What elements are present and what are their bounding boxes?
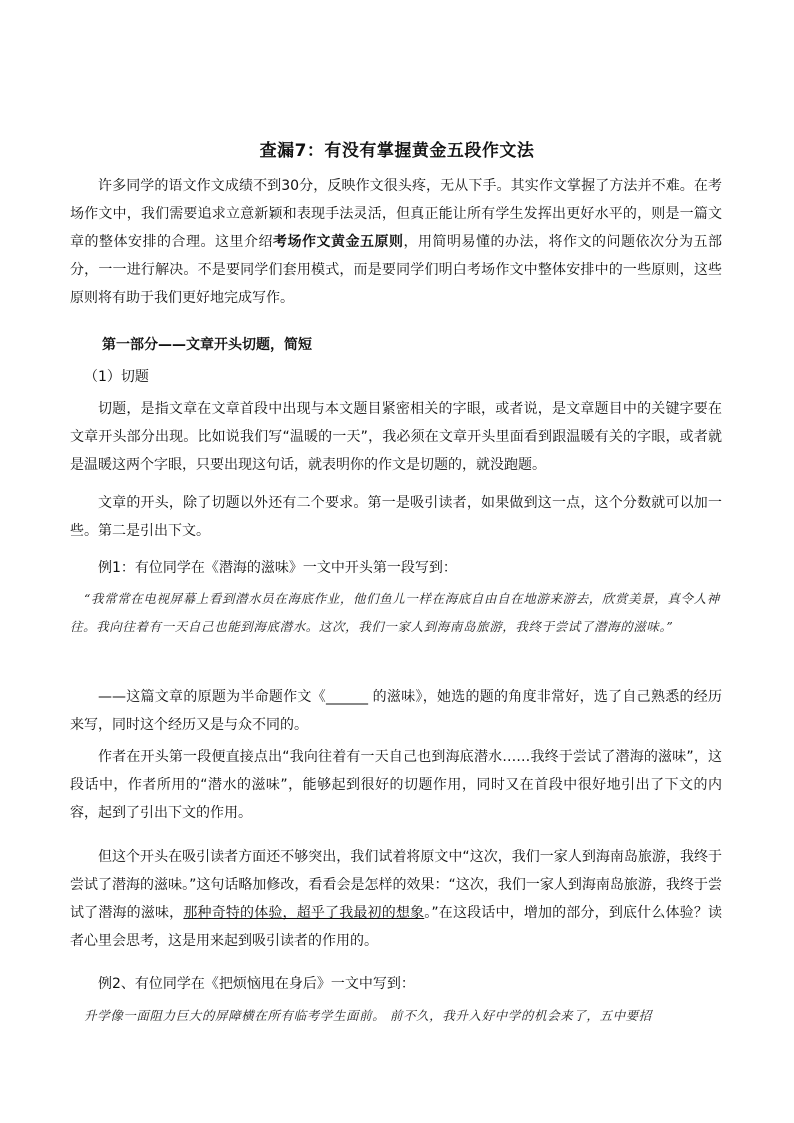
para-zuozhe: 作者在开头第一段便直接点出“我向往着有一天自己也到海底潜水……我终于尝试了潜海的滋味”，这段话中，作者所用的“潜水的滋味”，能够起到很好的切题作用，同时又在首段中很好地引出了下文的内容，起到了引出下文的作用。 xyxy=(70,749,722,821)
intro-bold-term: 考场作文黄金五原则 xyxy=(273,234,404,250)
para-dan-underline: 那种奇特的体验，超乎了我最初的想象 xyxy=(183,905,425,921)
sub1-heading: （1）切题 xyxy=(84,369,149,385)
example2-intro: 例2、有位同学在《把烦恼甩在身后》一文中写到： xyxy=(98,976,415,992)
para-yuanti: ——这篇文章的原题为半命题作文《______ 的滋味》，她选的题的角度非常好，选了自己熟悉的经历来写，同时这个经历又是与众不同的。 xyxy=(70,689,722,733)
intro-paragraph xyxy=(70,172,722,312)
page-title: 查漏7：有没有掌握黄金五段作文法 xyxy=(259,141,535,161)
para-dan-text-2: 。”在这段话中，增加的部分，到底什么体验？读者心里会思考，这是用来起到吸引读者的作用的。 xyxy=(70,905,723,949)
intro-text-2: ，用简明易懂的办法，将作文的问题依次分为五部分，一一进行解决。不是要同学们套用模式，而是要同学们明白考场作文中整体安排中的一些原则，这些原则将有助于我们更好地完成写作。 xyxy=(70,234,722,306)
example2-quote: 升学像一面阻力巨大的屏障横在所有临考学生面前。 前不久，我升入好中学的机会来了，五中要招 xyxy=(84,1008,652,1023)
section1-heading: 第一部分——文章开头切题，简短 xyxy=(102,337,312,353)
para-dan xyxy=(70,843,722,955)
para-qieti: 切题，是指文章在文章首段中出现与本文题目紧密相关的字眼，或者说，是文章题目中的关键字要在文章开头部分出现。比如说我们写“温暖的一天”，我必须在文章开头里面看到跟温暖有关的字眼，或者就是温暖这两个字眼，只要出现这句话，就表明你的作文是切题的，就没跑题。 xyxy=(70,401,722,473)
para-dan-text-1: 但这个开头在吸引读者方面还不够突出，我们试着将原文中“这次，我们一家人到海南岛旅游，我终于尝试了潜海的滋味。”这句话略加修改，看看会是怎样的效果：“这次，我们一家人到海南岛旅游，我终于尝试了潜海的滋味， xyxy=(70,849,722,921)
para-kaitou: 文章的开头，除了切题以外还有二个要求。第一是吸引读者，如果做到这一点，这个分数就可以加一些。第二是引出下文。 xyxy=(70,495,722,539)
example1-intro: 例1：有位同学在《潜海的滋味》一文中开头第一段写到： xyxy=(98,560,457,576)
example1-quote: “我常常在电视屏幕上看到潜水员在海底作业，他们鱼儿一样在海底自由自在地游来游去，欣赏美景，真令人神往。我向往着有一天自己也能到海底潜水。这次，我们一家人到海南岛旅游，我终于尝试了潜海的滋味。” xyxy=(70,591,720,634)
intro-text-1: 许多同学的语文作文成绩不到30分，反映作文很头疼，无从下手。其实作文掌握了方法并不难。在考场作文中，我们需要追求立意新颖和表现手法灵活，但真正能让所有学生发挥出更好水平的，则是一篇文章的整体安排的合理。这里介绍 xyxy=(70,178,722,250)
